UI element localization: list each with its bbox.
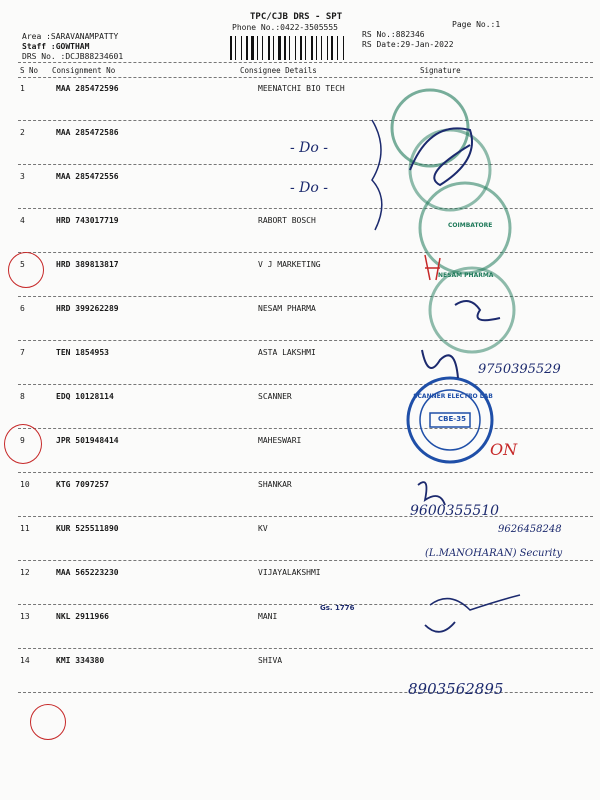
consignee-name: NESAM PHARMA: [258, 304, 316, 313]
col-consignee: Consignee Details: [240, 66, 317, 75]
consignee-name: MAHESWARI: [258, 436, 302, 445]
col-signature: Signature: [420, 66, 461, 75]
row-serial-number: 13: [20, 612, 30, 621]
scanner-stamp-text: SCANNER ELECTRO LAB: [413, 393, 493, 400]
consignee-name: MEENATCHI BIO TECH: [258, 84, 345, 93]
consignment-number: TEN 1854953: [56, 348, 109, 357]
consignee-name: SHIVA: [258, 656, 283, 665]
nesam-stamp-ring: [430, 268, 514, 352]
row-serial-number: 11: [20, 524, 30, 533]
handwritten-phone-row-14: 8903562895: [408, 680, 504, 698]
signature-scribble-1: [410, 128, 472, 185]
red-circle-row-5: [8, 252, 44, 288]
ditto-row-3: - Do -: [290, 180, 329, 196]
consignment-number: MAA 285472556: [56, 172, 119, 181]
row-serial-number: 5: [20, 260, 25, 269]
row-serial-number: 2: [20, 128, 25, 137]
doc-title: TPC/CJB DRS - SPT: [250, 12, 343, 22]
handwritten-name-row-11: (L.MANOHARAN) Security: [425, 548, 563, 559]
row-serial-number: 8: [20, 392, 25, 401]
consignee-name: KV: [258, 524, 268, 533]
consignment-number: JPR 501948414: [56, 436, 119, 445]
page-number: Page No.:1: [452, 20, 501, 29]
rs-number: RS No.:882346: [362, 30, 425, 39]
phone-number: Phone No.:0422-3505555: [232, 23, 338, 32]
handwritten-phone-row-10: 9600355510: [410, 503, 500, 519]
row-serial-number: 4: [20, 216, 25, 225]
staff-label: Staff :GOWTHAM: [22, 42, 90, 51]
consignee-name: SCANNER: [258, 392, 292, 401]
handwritten-phone-row-11: 9626458248: [498, 524, 562, 535]
scanner-stamp-city: CBE-35: [438, 415, 466, 423]
row-serial-number: 10: [20, 480, 30, 489]
consignment-number: KUR 525511890: [56, 524, 119, 533]
rs-date: RS Date:29-Jan-2022: [362, 40, 454, 49]
consignment-number: MAA 285472596: [56, 84, 119, 93]
consignee-name: RABORT BOSCH: [258, 216, 316, 225]
consignee-name: SHANKAR: [258, 480, 292, 489]
red-handwritten-mark-row-9: ON: [490, 440, 518, 459]
signature-scribble-7: [422, 350, 458, 378]
consignment-number: EDQ 10128114: [56, 392, 114, 401]
row-serial-number: 6: [20, 304, 25, 313]
row-serial-number: 14: [20, 656, 30, 665]
signature-scribble-6: [455, 301, 500, 320]
consignment-number: MAA 285472586: [56, 128, 119, 137]
consignment-number: KTG 7097257: [56, 480, 109, 489]
consignment-number: HRD 399262289: [56, 304, 119, 313]
signature-scribble-13b: [425, 622, 455, 632]
signature-scribble-10: [418, 482, 445, 505]
gst-stamp-text: Gs. 1776: [320, 604, 355, 612]
bracket-scribble: [372, 120, 382, 230]
coimbatore-stamp-text: COIMBATORE: [448, 222, 493, 229]
consignment-number: HRD 389813817: [56, 260, 119, 269]
signature-scribble-13: [430, 595, 520, 610]
stamp-ring-2: [410, 130, 490, 210]
consignee-name: VIJAYALAKSHMI: [258, 568, 321, 577]
drs-number: DRS No. :DCJB88234601: [22, 52, 124, 61]
row-serial-number: 3: [20, 172, 25, 181]
row-serial-number: 1: [20, 84, 25, 93]
row-serial-number: 9: [20, 436, 25, 445]
row-serial-number: 7: [20, 348, 25, 357]
consignment-number: HRD 743017719: [56, 216, 119, 225]
col-consignment: Consignment No: [52, 66, 116, 75]
nesam-stamp-text: NESAM PHARMA: [438, 272, 494, 279]
red-circle-row-9: [4, 424, 42, 464]
col-sno: S No: [20, 66, 39, 75]
red-circle-bottom: [30, 704, 66, 740]
consignee-name: V J MARKETING: [258, 260, 321, 269]
consignment-number: KMI 334380: [56, 656, 105, 665]
handwritten-phone-row-7: 9750395529: [478, 362, 561, 377]
consignee-name: ASTA LAKSHMI: [258, 348, 316, 357]
row-serial-number: 12: [20, 568, 30, 577]
consignee-name: MANI: [258, 612, 278, 621]
consignment-number: NKL 2911966: [56, 612, 109, 621]
consignment-number: MAA 565223230: [56, 568, 119, 577]
ditto-row-2: - Do -: [290, 140, 329, 156]
area-label: Area :SARAVANAMPATTY: [22, 32, 119, 41]
